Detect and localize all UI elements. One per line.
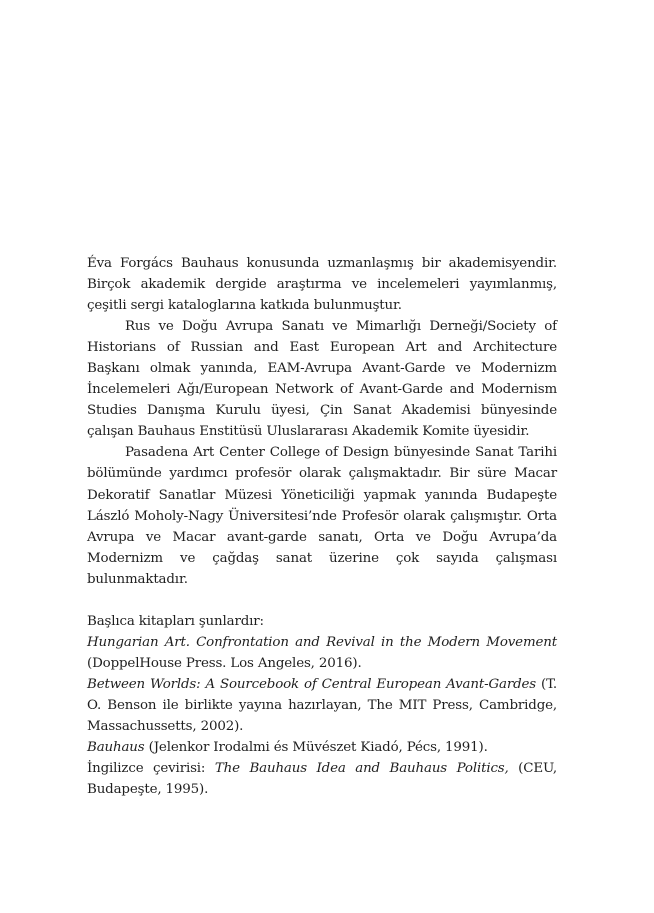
book-item [87, 758, 557, 800]
book-item [87, 674, 557, 737]
bio-paragraph-3: Pasadena Art Center College of Design bünyesinde Sanat Tarihi bölümünde yardımcı profesör olarak çalışmaktadır. Bir süre Macar Dekoratif Sanatlar Müzesi Yöneticiliği yapmak yanında Budapeşte László Moholy-Nagy Üniversitesi’nde Profesör olarak çalışmıştır. Orta Avrupa ve Macar avant-garde sanatı, Orta ve Doğu Avrupa’da Modernizm ve çağdaş sanat üzerine çok sayıda çalışması bulunmaktadır. [87, 445, 557, 587]
book-item [87, 632, 557, 674]
book-details: (DoppelHouse Press. Los Angeles, 2016). [87, 655, 362, 671]
book-list [87, 632, 557, 800]
book-title: Bauhaus [87, 740, 145, 756]
book-details: (Jelenkor Irodalmi és Müvészet Kiadó, Pécs, 1991). [144, 740, 488, 756]
bio-paragraph-1: Éva Forgács Bauhaus konusunda uzmanlaşmış bir akademisyendir. Birçok akademik dergide araştırma ve incelemeleri yayımlanmış, çeşitli sergi kataloglarına katkıda bulunmuştur. [87, 256, 557, 314]
book-details: (T. O. Benson ile birlikte yayına hazırlayan, The MIT Press, Cambridge, Massachussetts, 2002). [87, 676, 557, 735]
books-heading: Başlıca kitapları şunlardır: [87, 613, 264, 629]
book-prefix: İngilizce çevirisi: [87, 761, 215, 777]
spacer [87, 590, 557, 611]
book-title: Between Worlds: A Sourcebook of Central European Avant-Gardes [87, 676, 537, 692]
book-title: Hungarian Art. Confrontation and Revival in the Modern Movement [87, 634, 557, 650]
book-details: (CEU, Budapeşte, 1995). [87, 761, 557, 798]
author-bio-page [87, 253, 557, 800]
book-item [87, 737, 557, 758]
book-title: The Bauhaus Idea and Bauhaus Politics, [214, 761, 509, 777]
bio-paragraph-2: Rus ve Doğu Avrupa Sanatı ve Mimarlığı Derneği/Society of Historians of Russian and East European Art and Architecture Başkanı olmak yanında, EAM-Avrupa Avant-Garde ve Modernizm İncelemeleri Ağı/European Network of Avant-Garde and Modernism Studies Danışma Kurulu üyesi, Çin Sanat Akademisi bünyesinde çalışan Bauhaus Enstitüsü Uluslararası Akademik Komite üyesidir. [87, 319, 557, 440]
